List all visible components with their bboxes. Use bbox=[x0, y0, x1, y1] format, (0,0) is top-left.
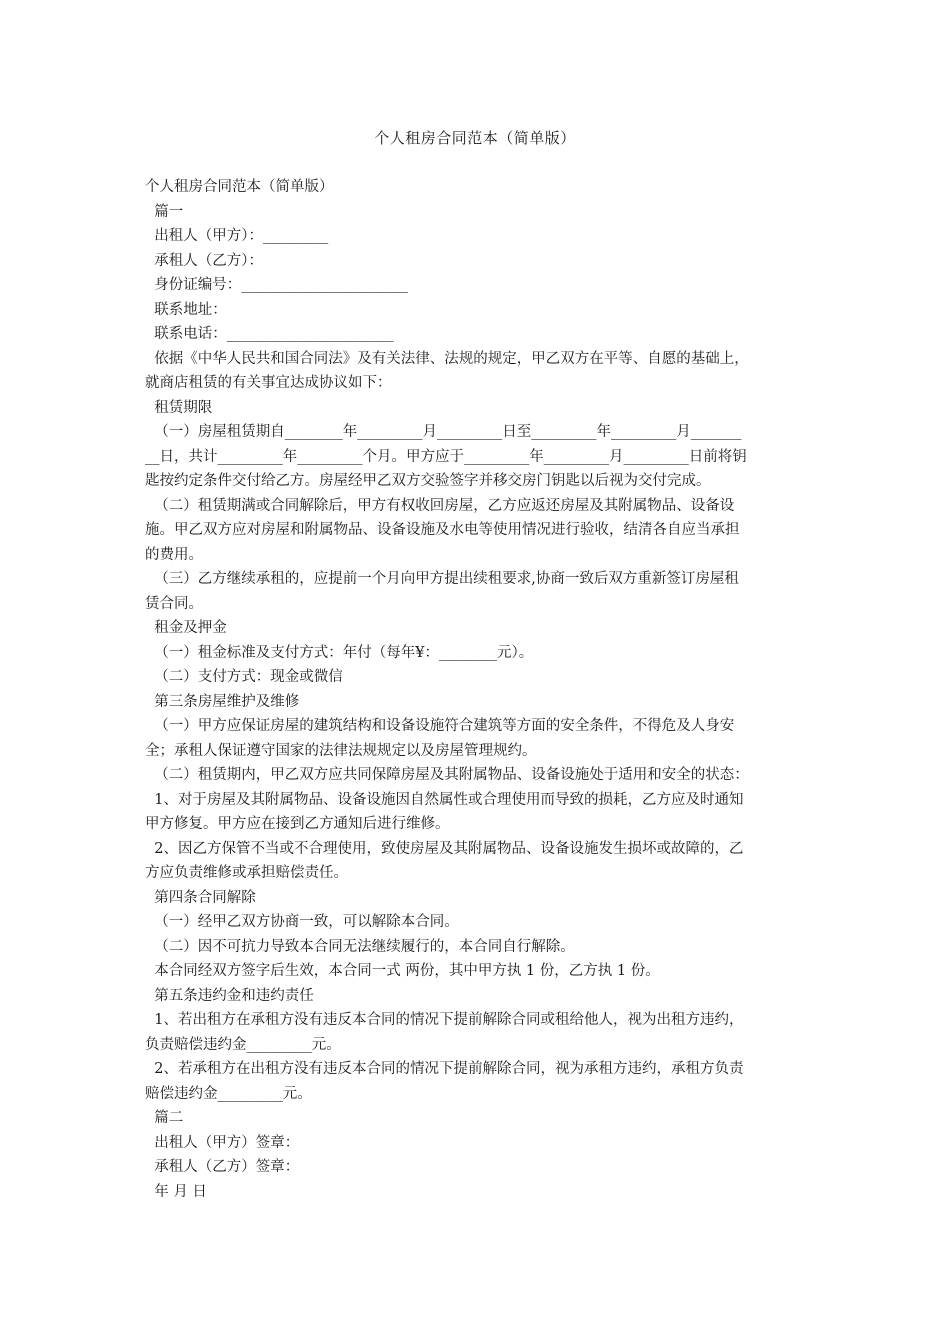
text-line: 方应负责维修或承担赔偿责任。 bbox=[145, 865, 348, 881]
text-line: 篇一 bbox=[145, 203, 184, 220]
text-line: 依据《中华人民共和国合同法》及有关法律、法规的规定，甲乙双方在平等、自愿的基础上， bbox=[145, 350, 749, 367]
text-line: 匙按约定条件交付给乙方。房屋经甲乙双方交验签字并移交房门钥匙以后视为交付完成。 bbox=[145, 473, 711, 489]
text-line: （一）租金标准及支付方式：年付（每年¥：________元）。 bbox=[145, 644, 534, 661]
text-line: （二）因不可抗力导致本合同无法继续履行的，本合同自行解除。 bbox=[145, 938, 575, 955]
text-line: 联系地址： bbox=[145, 301, 227, 318]
text-line: 本合同经双方签字后生效，本合同一式 两份，其中甲方执 1 份，乙方执 1 份。 bbox=[145, 963, 660, 979]
text-line: 出租人（甲方）签章： bbox=[145, 1134, 300, 1151]
text-line: 就商店租赁的有关事宜达成协议如下： bbox=[145, 375, 392, 391]
text-line: 第四条合同解除 bbox=[145, 889, 256, 906]
text-line: 篇二 bbox=[145, 1110, 184, 1126]
text-line: 第五条违约金和违约责任 bbox=[145, 987, 314, 1004]
contract-body bbox=[145, 175, 810, 1204]
text-line: 个人租房合同范本（简单版） bbox=[145, 179, 334, 195]
text-line: （一）经甲乙双方协商一致，可以解除本合同。 bbox=[145, 914, 459, 930]
text-line: 租金及押金 bbox=[145, 620, 227, 636]
text-line: （三）乙方继续承租的，应提前一个月向甲方提出续租要求,协商一致后双方重新签订房屋租 bbox=[145, 571, 739, 587]
text-line: 1、对于房屋及其附属物品、设备设施因自然属性或合理使用而导致的损耗，乙方应及时通知 bbox=[145, 791, 744, 808]
text-line: 负责赔偿违约金_________元。 bbox=[145, 1036, 341, 1053]
text-line: （一）房屋租赁期自________年_________月_________日至_________年_________月_______ bbox=[145, 424, 742, 440]
text-line: 第三条房屋维护及维修 bbox=[145, 693, 300, 710]
text-line: 全；承租人保证遵守国家的法律法规规定以及房屋管理规约。 bbox=[145, 742, 537, 759]
page-title: 个人租房合同范本（简单版） bbox=[374, 129, 576, 147]
text-line: 的费用。 bbox=[145, 546, 203, 563]
text-line: 甲方修复。甲方应在接到乙方通知后进行维修。 bbox=[145, 816, 450, 832]
text-line: （一）甲方应保证房屋的建筑结构和设备设施符合建筑等方面的安全条件，不得危及人身安 bbox=[145, 718, 735, 734]
text-line: （二）租赁期内，甲乙双方应共同保障房屋及其附属物品、设备设施处于适用和安全的状态： bbox=[145, 767, 749, 783]
text-line: 2、若承租方在出租方没有违反本合同的情况下提前解除合同，视为承租方违约，承租方负责 bbox=[145, 1061, 744, 1077]
text-line: 租赁期限 bbox=[145, 399, 213, 416]
text-line: 承租人（乙方）签章： bbox=[145, 1159, 300, 1175]
text-line: 承租人（乙方）： bbox=[145, 252, 263, 269]
text-line: __日，共计_________年_________个月。甲方应于_________年_________月_________日前将钥 bbox=[145, 448, 747, 465]
text-line: 1、若出租方在承租方没有违反本合同的情况下提前解除合同或租给他人，视为出租方违约， bbox=[145, 1012, 744, 1028]
text-line: 2、因乙方保管不当或不合理使用，致使房屋及其附属物品、设备设施发生损坏或故障的，乙 bbox=[145, 840, 744, 857]
text-line: 施。甲乙双方应对房屋和附属物品、设备设施及水电等使用情况进行验收，结清各自应当承担 bbox=[145, 522, 740, 538]
text-line: 联系电话：_______________________ bbox=[145, 326, 394, 342]
text-line: 年 月 日 bbox=[145, 1183, 207, 1200]
text-line: 出租人（甲方）：_________ bbox=[145, 228, 329, 244]
text-line: （二）租赁期满或合同解除后，甲方有权收回房屋，乙方应返还房屋及其附属物品、设备设 bbox=[145, 497, 735, 514]
text-line: 身份证编号：_______________________ bbox=[145, 277, 408, 293]
text-line: （二）支付方式：现金或微信 bbox=[145, 669, 343, 685]
text-line: 赔偿违约金_________元。 bbox=[145, 1085, 312, 1102]
text-line: 赁合同。 bbox=[145, 595, 203, 612]
